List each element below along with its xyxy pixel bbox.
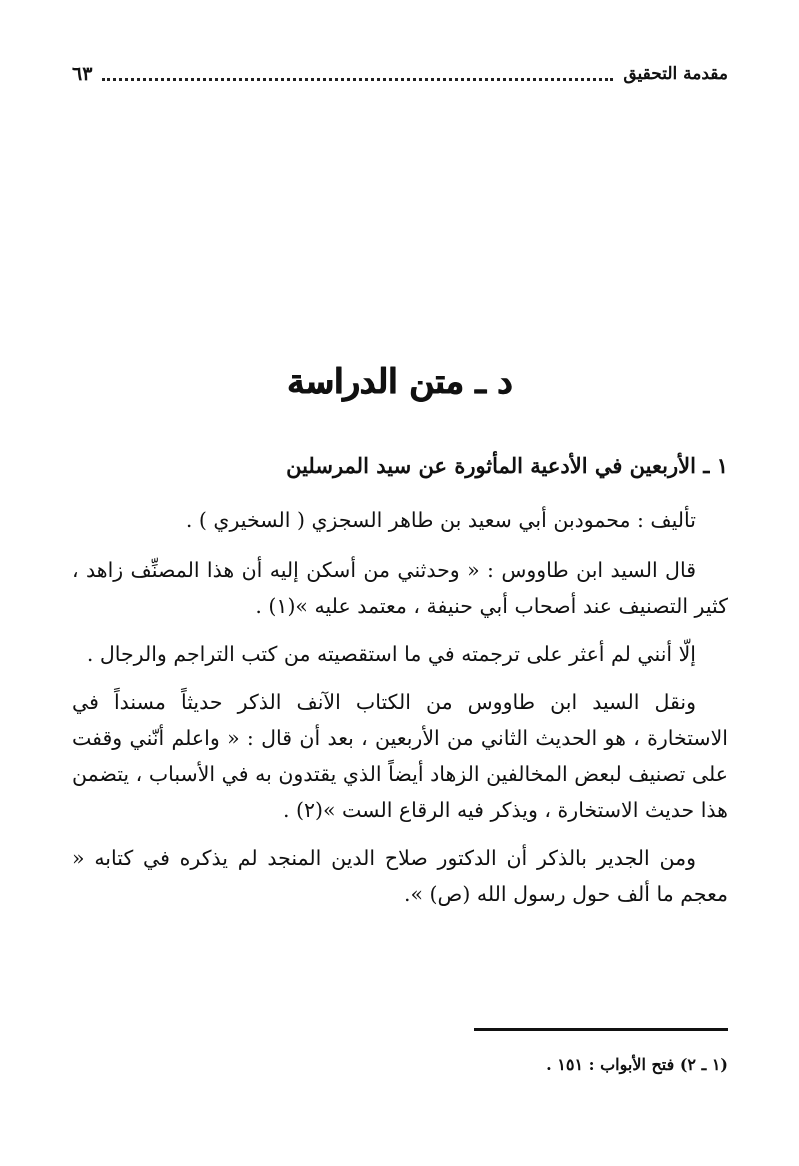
- paragraph: ومن الجدير بالذكر أن الدكتور صلاح الدين المنجد لم يذكره في كتابه « معجم ما ألف حول رسول الله (ص) ».: [72, 846, 728, 906]
- paragraph: قال السيد ابن طاووس : « وحدثني من أسكن إليه أن هذا المصنِّف زاهد ، كثير التصنيف عند أصحاب أبي حنيفة ، معتمد عليه »(١) .: [72, 558, 728, 618]
- running-head-title: مقدمة التحقيق: [623, 64, 728, 84]
- paragraph: ونقل السيد ابن طاووس من الكتاب الآنف الذكر حديثاً مسنداً في الاستخارة ، هو الحديث الثاني من الأربعين ، بعد أن قال : « واعلم أنّني وقفت على تصنيف لبعض المخالفين الزهاد أيضاً الذي يقتدون به في الأسباب ، يتضمن هذا حديث الاستخارة ، ويذكر فيه الرقاع الست »(٢) .: [72, 690, 728, 822]
- running-head: [72, 58, 728, 90]
- section-title: د ـ متن الدراسة: [287, 362, 513, 402]
- page-number: ٦٣: [72, 63, 93, 85]
- footnote: (١ ـ ٢) فتح الأبواب : ١٥١ .: [546, 1055, 728, 1074]
- author-line: تأليف : محمودبن أبي سعيد بن طاهر السجزي ( السخيري ) .: [185, 508, 696, 532]
- item-heading: ١ ـ الأربعين في الأدعية المأثورة عن سيد المرسلين: [286, 453, 728, 478]
- main-text: [72, 448, 728, 924]
- footnote-separator: [474, 1028, 728, 1031]
- paragraph: إلّا أنني لم أعثر على ترجمته في ما استقصيته من كتب التراجم والرجال .: [86, 642, 696, 666]
- leader-dots: [102, 68, 613, 81]
